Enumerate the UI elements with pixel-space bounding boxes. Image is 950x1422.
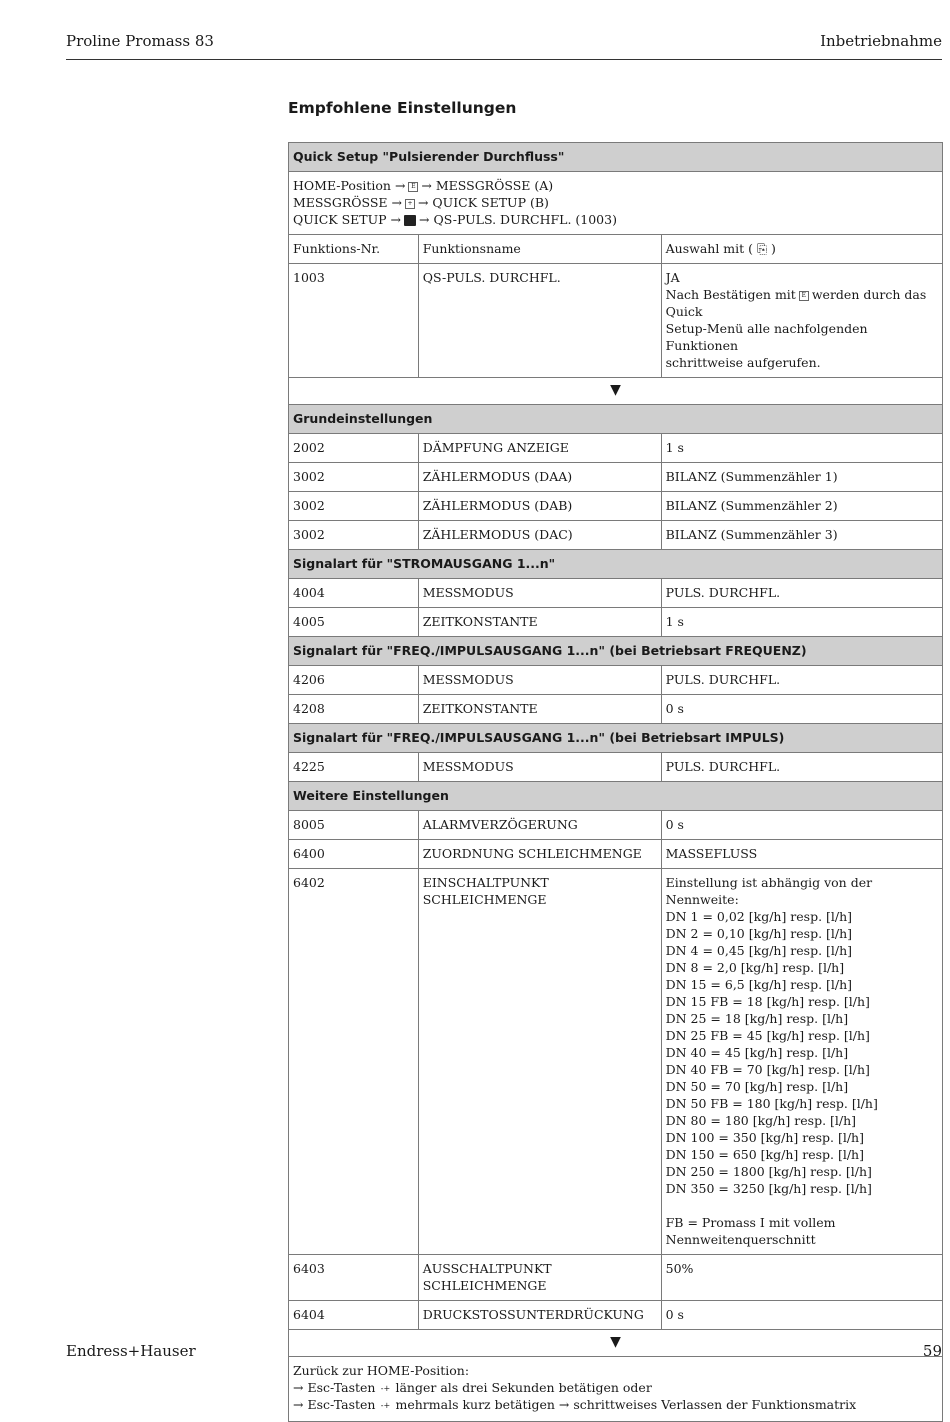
cell-value: 0 s	[661, 811, 942, 840]
cell-value: 0 s	[661, 1301, 942, 1330]
section-impuls: Signalart für "FREQ./IMPULSAUSGANG 1...n" (bei Betriebsart IMPULS)	[289, 724, 943, 753]
cell-nr: 6403	[289, 1255, 419, 1301]
cell-nr: 4225	[289, 753, 419, 782]
list-item: DN 100 = 350 [kg/h] resp. [l/h]	[665, 1130, 864, 1145]
cell-name: MESSMODUS	[418, 666, 661, 695]
list-item: DN 4 = 0,45 [kg/h] resp. [l/h]	[665, 943, 853, 958]
table-row	[289, 695, 943, 724]
section-weitere: Weitere Einstellungen	[289, 782, 943, 811]
cell-value: 50%	[661, 1255, 942, 1301]
cell-nr: 3002	[289, 463, 419, 492]
cell-value: PULS. DURCHFL.	[661, 666, 942, 695]
list-item: DN 50 = 70 [kg/h] resp. [l/h]	[665, 1079, 849, 1094]
section-header	[289, 550, 943, 579]
section-grundeinstellungen: Grundeinstellungen	[289, 405, 943, 434]
list-item: DN 250 = 1800 [kg/h] resp. [l/h]	[665, 1164, 872, 1179]
return-instructions: Zurück zur HOME-Position: → Esc-Tasten -+ länger als drei Sekunden betätigen oder → Esc-Tasten -+ mehrmals kurz betätigen → schrittweises Verlassen der Funktionsmatrix	[289, 1357, 943, 1422]
cell-name: ZÄHLERMODUS (DAB)	[418, 492, 661, 521]
cell-value: BILANZ (Summenzähler 1)	[661, 463, 942, 492]
cell-value: PULS. DURCHFL.	[661, 579, 942, 608]
cell-nr: 4005	[289, 608, 419, 637]
table-row	[289, 1301, 943, 1330]
list-item: DN 15 = 6,5 [kg/h] resp. [l/h]	[665, 977, 853, 992]
cell-name: MESSMODUS	[418, 753, 661, 782]
footnote: FB = Promass I mit vollem Nennweitenquerschnitt	[665, 1215, 836, 1247]
cell-name: ALARMVERZÖGERUNG	[418, 811, 661, 840]
cell-nr: 3002	[289, 492, 419, 521]
table-row	[289, 869, 943, 1255]
cell-nr: 8005	[289, 811, 419, 840]
cell-value: 0 s	[661, 695, 942, 724]
table-title-row	[289, 143, 943, 172]
list-item: DN 15 FB = 18 [kg/h] resp. [l/h]	[665, 994, 870, 1009]
list-item: DN 1 = 0,02 [kg/h] resp. [l/h]	[665, 909, 853, 924]
enter-key-icon: E	[799, 291, 809, 301]
table-row	[289, 1255, 943, 1301]
cell-name: ZEITKONSTANTE	[418, 695, 661, 724]
cell-name: DÄMPFUNG ANZEIGE	[418, 434, 661, 463]
table-row	[289, 264, 943, 378]
cell-name: QS-PULS. DURCHFL.	[418, 264, 661, 378]
nav-line-2: MESSGRÖSSE → + → QUICK SETUP (B)	[293, 195, 549, 210]
down-arrow-icon: ▼	[289, 1330, 943, 1357]
cell-nr: 4004	[289, 579, 419, 608]
cell-nr: 3002	[289, 521, 419, 550]
header-title: Proline Promass 83	[66, 32, 214, 50]
cell-nr: 1003	[289, 264, 419, 378]
section-title: Empfohlene Einstellungen	[288, 99, 517, 117]
quick-setup-key-icon	[404, 215, 416, 226]
cell-nr: 4206	[289, 666, 419, 695]
enter-key-icon: E	[408, 182, 418, 192]
down-arrow-icon: ▼	[289, 378, 943, 405]
cell-value: PULS. DURCHFL.	[661, 753, 942, 782]
esc-keys-icon: -+	[380, 1383, 391, 1393]
cell-name: AUSSCHALTPUNKT SCHLEICHMENGE	[418, 1255, 661, 1301]
list-item: DN 2 = 0,10 [kg/h] resp. [l/h]	[665, 926, 853, 941]
column-header-row	[289, 235, 943, 264]
section-header	[289, 637, 943, 666]
list-item: DN 8 = 2,0 [kg/h] resp. [l/h]	[665, 960, 845, 975]
list-item: DN 80 = 180 [kg/h] resp. [l/h]	[665, 1113, 857, 1128]
cell-nr: 6400	[289, 840, 419, 869]
list-item: DN 150 = 650 [kg/h] resp. [l/h]	[665, 1147, 864, 1162]
esc-keys-icon: -+	[380, 1400, 391, 1410]
table-row	[289, 463, 943, 492]
header-rule	[66, 59, 942, 60]
list-item: DN 350 = 3250 [kg/h] resp. [l/h]	[665, 1181, 872, 1196]
col-header-value: Auswahl mit ( ⎘ )	[661, 235, 942, 264]
footer-company: Endress+Hauser	[66, 1342, 196, 1360]
table-row	[289, 840, 943, 869]
cell-nr: 4208	[289, 695, 419, 724]
nav-line-1: HOME-Position → E → MESSGRÖSSE (A)	[293, 178, 554, 193]
cell-value: MASSEFLUSS	[661, 840, 942, 869]
list-item: DN 40 = 45 [kg/h] resp. [l/h]	[665, 1045, 849, 1060]
cell-value: JA Nach Bestätigen mit E werden durch das Quick Setup-Menü alle nachfolgenden Funktionen schrittweise aufgerufen.	[661, 264, 942, 378]
navigation-row	[289, 172, 943, 235]
cell-name: EINSCHALTPUNKT SCHLEICHMENGE	[418, 869, 661, 1255]
table-row	[289, 434, 943, 463]
cell-nr: 6404	[289, 1301, 419, 1330]
cell-value: Einstellung ist abhängig von der Nennweite: DN 1 = 0,02 [kg/h] resp. [l/h] DN 2 = 0,10 [kg/h] resp. [l/h] DN 4 = 0,45 [kg/h] resp. [l/h] DN 8 = 2,0 [kg/h] resp. [l/h] DN 15 = 6,5 [kg/h] resp. [l/h] DN 15 FB = 18 [kg/h] resp. [l/h] DN 25 = 18 [kg/h] resp. [l/h] DN 25 FB = 45 [kg/h] resp. [l/h] DN 40 = 45 [kg/h] resp. [l/h] DN 40 FB = 70 [kg/h] resp. [l/h] DN 50 = 70 [kg/h] resp. [l/h] DN 50 FB = 180 [kg/h] resp. [l/h] DN 80 = 180 [kg/h] resp. [l/h] DN 100 = 350 [kg/h] resp. [l/h] DN 150 = 650 [kg/h] resp. [l/h] DN 250 = 1800 [kg/h] resp. [l/h] DN 350 = 3250 [kg/h] resp. [l/h] FB = Promass I mit vollem Nennweitenquerschnitt	[661, 869, 942, 1255]
cell-name: ZUORDNUNG SCHLEICHMENGE	[418, 840, 661, 869]
arrow-row	[289, 378, 943, 405]
section-header	[289, 405, 943, 434]
list-item: DN 25 = 18 [kg/h] resp. [l/h]	[665, 1011, 849, 1026]
cell-value: BILANZ (Summenzähler 2)	[661, 492, 942, 521]
table-row	[289, 666, 943, 695]
cell-name: ZEITKONSTANTE	[418, 608, 661, 637]
list-item: DN 40 FB = 70 [kg/h] resp. [l/h]	[665, 1062, 870, 1077]
table-row	[289, 811, 943, 840]
section-header	[289, 724, 943, 753]
table-row	[289, 521, 943, 550]
cell-name: MESSMODUS	[418, 579, 661, 608]
cell-value: BILANZ (Summenzähler 3)	[661, 521, 942, 550]
cell-name: ZÄHLERMODUS (DAA)	[418, 463, 661, 492]
table-title: Quick Setup "Pulsierender Durchfluss"	[289, 143, 943, 172]
cell-name: DRUCKSTOSSUNTERDRÜCKUNG	[418, 1301, 661, 1330]
page-number: 59	[922, 1342, 942, 1360]
navigation-path	[289, 172, 943, 235]
col-header-nr: Funktions-Nr.	[289, 235, 419, 264]
cell-name: ZÄHLERMODUS (DAC)	[418, 521, 661, 550]
table-row	[289, 579, 943, 608]
list-item: DN 50 FB = 180 [kg/h] resp. [l/h]	[665, 1096, 878, 1111]
section-frequenz: Signalart für "FREQ./IMPULSAUSGANG 1...n" (bei Betriebsart FREQUENZ)	[289, 637, 943, 666]
section-header	[289, 782, 943, 811]
arrow-row	[289, 1330, 943, 1357]
quick-setup-table	[288, 142, 943, 1422]
list-item: DN 25 FB = 45 [kg/h] resp. [l/h]	[665, 1028, 870, 1043]
cell-nr: 2002	[289, 434, 419, 463]
header-section: Inbetriebnahme	[820, 32, 942, 50]
col-header-name: Funktionsname	[418, 235, 661, 264]
nav-line-3: QUICK SETUP → → QS-PULS. DURCHFL. (1003)	[293, 212, 617, 227]
section-stromausgang: Signalart für "STROMAUSGANG 1...n"	[289, 550, 943, 579]
cell-value: 1 s	[661, 434, 942, 463]
cell-nr: 6402	[289, 869, 419, 1255]
plus-key-icon: +	[405, 199, 415, 209]
return-row	[289, 1357, 943, 1422]
table-row	[289, 492, 943, 521]
table-row	[289, 608, 943, 637]
table-row	[289, 753, 943, 782]
cell-value: 1 s	[661, 608, 942, 637]
